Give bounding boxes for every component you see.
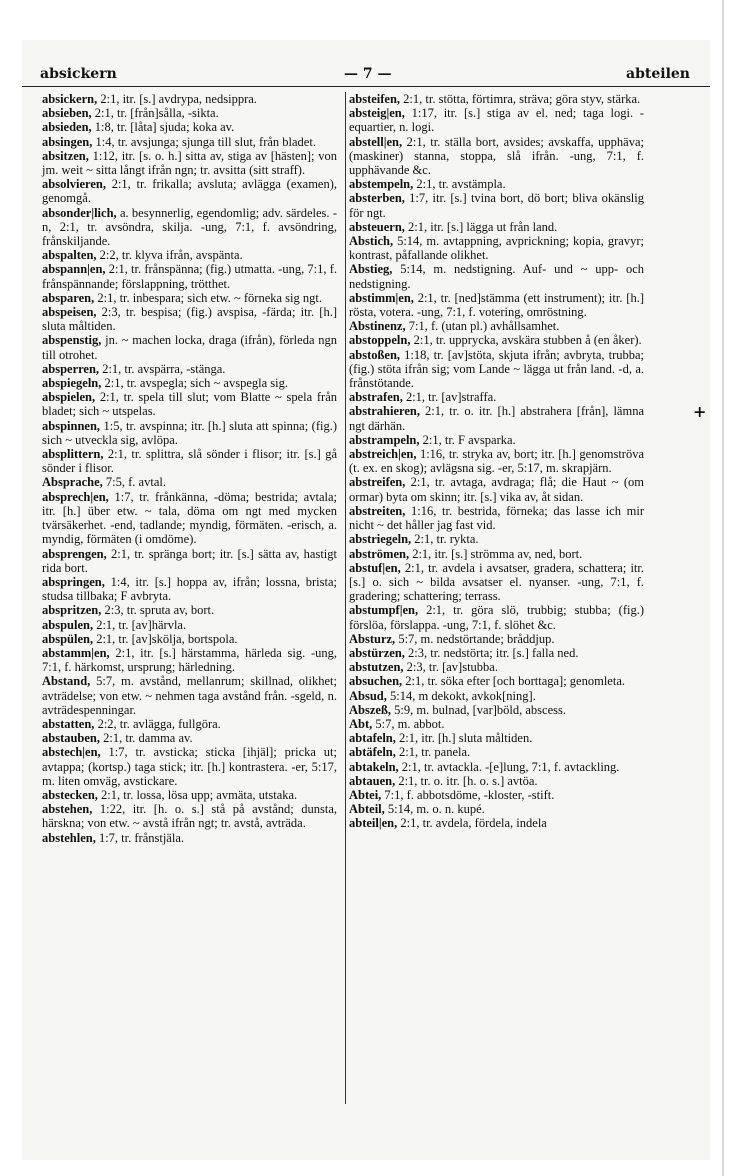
definition: 1:22, itr. [h. o. s.] stå på avstånd; dunsta, härskna; von etw. ~ avstå ifrån ngt; tr. avstå, avträda.: [42, 802, 337, 831]
dictionary-entry: [349, 433, 644, 447]
headword: abstempeln,: [349, 177, 414, 192]
definition: 5:14, m dekokt, avkok[ning].: [386, 688, 536, 703]
definition: 2:1, itr. [s.] lägga ut från land.: [404, 219, 558, 234]
dictionary-entry: [42, 646, 337, 674]
definition: 2:1, tr. [från]sålla, -sikta.: [91, 106, 219, 121]
headword: Abteil,: [349, 802, 385, 817]
definition: jn. ~ machen locka, draga (ifrån), förleda ngn till otrohet.: [42, 333, 337, 362]
header-first-word: absickern: [40, 66, 117, 82]
page-header: [22, 60, 710, 87]
definition: 1:7, tr. frånkänna, -döma; bestrida; avtala; itr. [h.] über etw. ~ tala, döma om ngt med mycken tvärsäkerhet. -end, tadlande; myndig, förmäten. -erisch, a. myndig, förmäten (i omdöme).: [42, 489, 337, 547]
headword: abteil|en,: [349, 816, 398, 831]
dictionary-entry: [349, 731, 644, 745]
definition: 1:7, tr. frånstjäla.: [95, 830, 184, 845]
headword: abtafeln,: [349, 731, 396, 746]
page-margin: [710, 0, 744, 1176]
headword: abstatten,: [42, 716, 95, 731]
headword: abstimm|en,: [349, 290, 414, 305]
dictionary-entry: [349, 92, 644, 106]
headword: abstrafen,: [349, 390, 403, 405]
definition: 2:1, itr. [s.] avdrypa, nedsippra.: [97, 92, 257, 106]
headword: Absud,: [349, 688, 387, 703]
dictionary-entry: [349, 788, 644, 802]
headword: Absprache,: [42, 475, 103, 490]
headword: abstehen,: [42, 802, 93, 817]
dictionary-entry: [349, 674, 644, 688]
dictionary-entry: [42, 575, 337, 603]
dictionary-entry: [349, 475, 644, 503]
dictionary-entry: [349, 760, 644, 774]
dictionary-entry: [349, 191, 644, 219]
headword: abspringen,: [42, 574, 105, 589]
definition: 2:1, tr. splittra, slå sönder i flisor; itr. [s.] gå sönder i flisor.: [42, 447, 337, 476]
headword: abstürzen,: [349, 645, 405, 660]
dictionary-entry: [42, 831, 337, 845]
dictionary-entry: [42, 106, 337, 120]
headword: absteuern,: [349, 219, 405, 234]
headword: abstumpf|en,: [349, 603, 419, 618]
headword: abstell|en,: [349, 134, 403, 149]
headword: Absturz,: [349, 631, 396, 646]
definition: 1:8, tr. [låta] sjuda; koka av.: [91, 120, 235, 135]
definition: 2:1, tr. o. itr. [h.] abstrahera [från], lämna ngt därhän.: [349, 404, 644, 433]
dictionary-entry: [349, 547, 644, 561]
dictionary-entry: [349, 319, 644, 333]
headword: Abtei,: [349, 787, 382, 802]
dictionary-entry: [42, 333, 337, 361]
definition: 2:1, tr. F avsparka.: [419, 432, 516, 447]
dictionary-entry: [349, 404, 644, 432]
headword: absitzen,: [42, 148, 89, 163]
headword: abstreifen,: [349, 475, 406, 490]
headword: abstamm|en,: [42, 645, 110, 660]
headword: absteig|en,: [349, 106, 405, 121]
headword: absieben,: [42, 106, 92, 121]
definition: 2:3, tr. bespisa; (fig.) avspisa, -färda; itr. [h.] sluta måltiden.: [42, 305, 337, 334]
headword: Abszeß,: [349, 702, 392, 717]
dictionary-entry: [42, 674, 337, 717]
definition: 7:1, f. (utan pl.) avhållsamhet.: [405, 319, 560, 334]
definition: 2:1, tr. avspegla; sich ~ avspegla sig.: [101, 376, 288, 391]
definition: 2:1, tr. avdela, fördela, indela: [397, 816, 547, 831]
dictionary-entry: [42, 305, 337, 333]
dictionary-entry: [349, 632, 644, 646]
dictionary-entry: [349, 774, 644, 788]
definition: 2:1, itr. [s.] strömma av, ned, bort.: [409, 546, 583, 561]
definition: 2:2, tr. klyva ifrån, avspänta.: [96, 248, 243, 263]
headword: abstrahieren,: [349, 404, 420, 419]
headword: absingen,: [42, 134, 93, 149]
dictionary-entry: [349, 177, 644, 191]
headword: abspulen,: [42, 617, 94, 632]
dictionary-entry: [349, 348, 644, 391]
definition: 1:16, tr. bestrida, förneka; das lasse ich mir nicht ~ det håller jag fast vid.: [349, 503, 644, 533]
headword: absprech|en,: [42, 489, 109, 504]
dictionary-entry: [349, 689, 644, 703]
headword: abstutzen,: [349, 660, 404, 675]
dictionary-entry: [349, 106, 644, 134]
headword: absparen,: [42, 290, 95, 305]
dictionary-entry: [42, 390, 337, 418]
headword: abtauen,: [349, 773, 396, 788]
headword: abspann|en,: [42, 262, 106, 277]
definition: 1:7, tr. avsticka; sticka [ihjäl]; pricka ut; avtappa; (kortsp.) taga stick; itr. [h.] kontrastera. -er, 5:17, m. liten omväg, avstickare.: [42, 745, 337, 788]
definition: 2:1, tr. spränga bort; itr. [s.] sätta av, hastigt rida bort.: [42, 546, 337, 575]
headword: abstecken,: [42, 787, 98, 802]
headword: absperren,: [42, 361, 100, 376]
dictionary-entry: [349, 234, 644, 262]
headword: Abstieg,: [349, 262, 393, 277]
headword: absonder|lich,: [42, 205, 117, 220]
dictionary-entry: [349, 660, 644, 674]
headword: abstrampeln,: [349, 432, 420, 447]
headword: abstoßen,: [349, 347, 401, 362]
dictionary-entry: [42, 490, 337, 547]
dictionary-entry: [42, 177, 337, 205]
dictionary-entry: [42, 135, 337, 149]
definition: 1:18, tr. [av]stöta, skjuta ifrån; avbryta, trubba; (fig.) stöta ifrån sig; vom Lande ~ lägga ut från land. -d, a. frånstötande.: [349, 347, 644, 391]
dictionary-entry: [42, 788, 337, 802]
dictionary-entry: [42, 291, 337, 305]
headword: absuchen,: [349, 674, 403, 689]
definition: 2:1, tr. spela till slut; vom Blatte ~ spela från bladet; sich ~ utspelas.: [42, 390, 337, 419]
page-number: — 7 —: [344, 66, 392, 82]
headword: absteifen,: [349, 92, 401, 106]
dictionary-entry: [42, 731, 337, 745]
margin-plus-mark: +: [693, 402, 707, 421]
headword: abstreich|en,: [349, 447, 417, 462]
definition: 2:1, tr. avspärra, -stänga.: [99, 361, 226, 376]
headword: absieden,: [42, 120, 92, 135]
headword: absickern,: [42, 92, 98, 106]
dictionary-entry: [349, 291, 644, 319]
dictionary-entry: [42, 262, 337, 290]
right-column: [349, 92, 644, 831]
definition: 2:1, tr. lossa, lösa upp; avmäta, utstaka.: [97, 787, 298, 802]
dictionary-entry: [42, 447, 337, 475]
dictionary-entry: [42, 206, 337, 249]
headword: abtakeln,: [349, 759, 399, 774]
dictionary-entry: [42, 376, 337, 390]
dictionary-entry: [349, 220, 644, 234]
headword: abströmen,: [349, 546, 410, 561]
header-last-word: abteilen: [626, 66, 690, 82]
definition: 5:7, m. avstånd, mellanrum; skillnad, olikhet; avträdelse; von etw. ~ nehmen taga avstånd från. -sgeld, n. avträdespenningar.: [42, 674, 337, 717]
headword: absterben,: [349, 191, 405, 206]
headword: abspiegeln,: [42, 376, 102, 391]
definition: 2:1, tr. frikalla; avsluta; avlägga (examen), genomgå.: [42, 177, 337, 206]
headword: absolvieren,: [42, 177, 107, 192]
dictionary-entry: [349, 447, 644, 475]
definition: 2:1, tr. panela.: [395, 745, 471, 760]
definition: 5:14, m. avtappning, avprickning; kopia, gravyr; kontrast, påfallande olikhet.: [349, 234, 644, 263]
dictionary-entry: [349, 561, 644, 604]
definition: 2:1, tr. avtaga, avdraga; flå; die Haut ~ (om ormar) byta om skinn; itr. [s.] vika av, åt sidan.: [349, 475, 644, 504]
definition: 2:1, tr. ställa bort, avsides; avskaffa, upphäva; (maskiner) stanna, stoppa, slå ifrån. -ung, 7:1, f. upphävande &c.: [349, 134, 644, 178]
column-divider: [345, 92, 346, 1104]
headword: abstreiten,: [349, 503, 406, 518]
definition: 1:16, tr. stryka av, bort; itr. [h.] genomströva (t. ex. en skog); avlägsna sig. -er, 5:17, m. skrapjärn.: [349, 447, 644, 476]
definition: 7:5, f. avtal.: [102, 475, 166, 490]
headword: Abt,: [349, 716, 373, 731]
dictionary-entry: [42, 547, 337, 575]
definition: 2:1, tr. [av]straffa.: [402, 390, 497, 405]
headword: Abstinenz,: [349, 319, 406, 334]
definition: 2:1, tr. göra slö, trubbig; stubba; (fig.) förslöa, förslappa. -ung, 7:1, f. slöhet &c.: [349, 603, 644, 632]
dictionary-entry: [42, 745, 337, 788]
headword: abstriegeln,: [349, 532, 412, 547]
dictionary-entry: [349, 646, 644, 660]
definition: 2:1, tr. [av]härvla.: [93, 617, 187, 632]
left-column: [42, 92, 337, 845]
definition: 5:14, m. nedstigning. Auf- und ~ upp- och nedstigning.: [349, 262, 644, 291]
dictionary-entry: [42, 362, 337, 376]
headword: abstuf|en,: [349, 560, 401, 575]
definition: 2:1, tr. söka efter [och borttaga]; genomleta.: [402, 674, 625, 689]
definition: 1:17, itr. [s.] stiga av el. ned; taga logi. -equartier, n. logi.: [349, 106, 644, 135]
definition: 5:14, m. o. n. kupé.: [384, 802, 485, 817]
headword: abspielen,: [42, 390, 96, 405]
definition: 2:1, itr. [s.] härstamma, härleda sig. -ung, 7:1, f. härkomst, ursprung; härledning.: [42, 645, 337, 675]
dictionary-entry: [349, 504, 644, 532]
definition: 5:9, m. bulnad, [var]böld, abscess.: [391, 702, 566, 717]
dictionary-entry: [42, 475, 337, 489]
definition: 2:1, tr. avtackla. -[e]lung, 7:1, f. avtackling.: [398, 759, 620, 774]
definition: 1:7, itr. [s.] tvina bort, dö bort; bliva okänslig för ngt.: [349, 191, 644, 220]
headword: abstech|en,: [42, 745, 101, 760]
headword: abspenstig,: [42, 333, 102, 348]
dictionary-entry: [42, 248, 337, 262]
headword: abspeisen,: [42, 305, 97, 320]
definition: 7:1, f. abbotsdöme, -kloster, -stift.: [381, 787, 555, 802]
headword: abstoppeln,: [349, 333, 411, 348]
dictionary-entry: [349, 717, 644, 731]
dictionary-entry: [349, 802, 644, 816]
headword: abspinnen,: [42, 418, 101, 433]
dictionary-entry: [42, 603, 337, 617]
definition: 2:1, tr. avstämpla.: [413, 177, 506, 192]
dictionary-entry: [349, 703, 644, 717]
definition: 2:3, tr. nedstörta; itr. [s.] falla ned.: [404, 645, 579, 660]
definition: 2:1, tr. avdela i avsatser, gradera, schattera; itr. [s.] o. sich ~ bilda avsatser el. nyanser. -ung, 7:1, f. gradering; schattering; terrass.: [349, 560, 644, 604]
definition: 2:1, tr. inbespara; sich etw. ~ förneka sig ngt.: [94, 290, 322, 305]
headword: Abstich,: [349, 234, 394, 249]
definition: 5:7, m. abbot.: [372, 716, 445, 731]
dictionary-entry: [349, 333, 644, 347]
definition: 2:1, tr. o. itr. [h. o. s.] avtöa.: [395, 773, 538, 788]
definition: 5:7, m. nedstörtande; bråddjup.: [395, 631, 555, 646]
dictionary-entry: [349, 390, 644, 404]
definition: 2:1, tr. [av]skölja, bortspola.: [93, 631, 238, 646]
dictionary-entry: [42, 618, 337, 632]
dictionary-entry: [349, 532, 644, 546]
dictionary-entry: [42, 120, 337, 134]
headword: abstehlen,: [42, 830, 96, 845]
definition: 2:3, tr. spruta av, bort.: [101, 603, 215, 618]
headword: absprengen,: [42, 546, 107, 561]
dictionary-entry: [349, 745, 644, 759]
definition: 2:1, itr. [h.] sluta måltiden.: [395, 731, 533, 746]
dictionary-entry: [349, 262, 644, 290]
definition: 1:5, tr. avspinna; itr. [h.] sluta att spinna; (fig.) sich ~ utveckla sig, avlöpa.: [42, 418, 337, 447]
dictionary-entry: [42, 419, 337, 447]
definition: 2:1, tr. rykta.: [411, 532, 479, 547]
headword: abtäfeln,: [349, 745, 396, 760]
dictionary-entry: [42, 92, 337, 106]
headword: abspritzen,: [42, 603, 102, 618]
page-edge-line: [722, 0, 724, 1176]
definition: 1:12, itr. [s. o. h.] sitta av, stiga av [hästen]; von jm. weit ~ sitta långt ifrån ngn; tr. avsitta (sitt straff).: [42, 148, 337, 178]
definition: 2:1, tr. damma av.: [100, 731, 193, 746]
dictionary-entry: [42, 802, 337, 830]
definition: a. besynnerlig, egendomlig; adv. särdeles. -n, 2:1, tr. avsöndra, skilja. -ung, 7:1, f. avsöndring, frånskiljande.: [42, 205, 337, 249]
headword: Abstand,: [42, 674, 91, 689]
definition: 2:3, tr. [av]stubba.: [403, 660, 498, 675]
dictionary-entry: [42, 632, 337, 646]
dictionary-entry: [349, 135, 644, 178]
definition: 2:1, tr. upprycka, avskära stubben å (en åker).: [410, 333, 642, 348]
definition: 2:1, tr. frånspänna; (fig.) utmatta. -ung, 7:1, f. frånspännande; förslappning, trötthet.: [42, 262, 337, 291]
dictionary-entry: [42, 717, 337, 731]
definition: 2:1, tr. stötta, förtimra, sträva; göra styv, stärka.: [400, 92, 641, 106]
dictionary-entry: [349, 816, 644, 830]
dictionary-entry: [42, 149, 337, 177]
dictionary-entry: [349, 603, 644, 631]
definition: 1:4, itr. [s.] hoppa av, ifrån; lossna, brista; studsa tillbaka; F avbryta.: [42, 574, 337, 604]
headword: abspülen,: [42, 631, 94, 646]
headword: abspalten,: [42, 248, 97, 263]
definition: 2:2, tr. avlägga, fullgöra.: [94, 716, 221, 731]
definition: 1:4, tr. avsjunga; sjunga till slut, från bladet.: [92, 134, 316, 149]
headword: absplittern,: [42, 447, 104, 462]
headword: abstauben,: [42, 731, 101, 746]
definition: 2:1, tr. [ned]stämma (ett instrument); itr. [h.] rösta, votera. -ung, 7:1, f. votering, omröstning.: [349, 290, 644, 320]
